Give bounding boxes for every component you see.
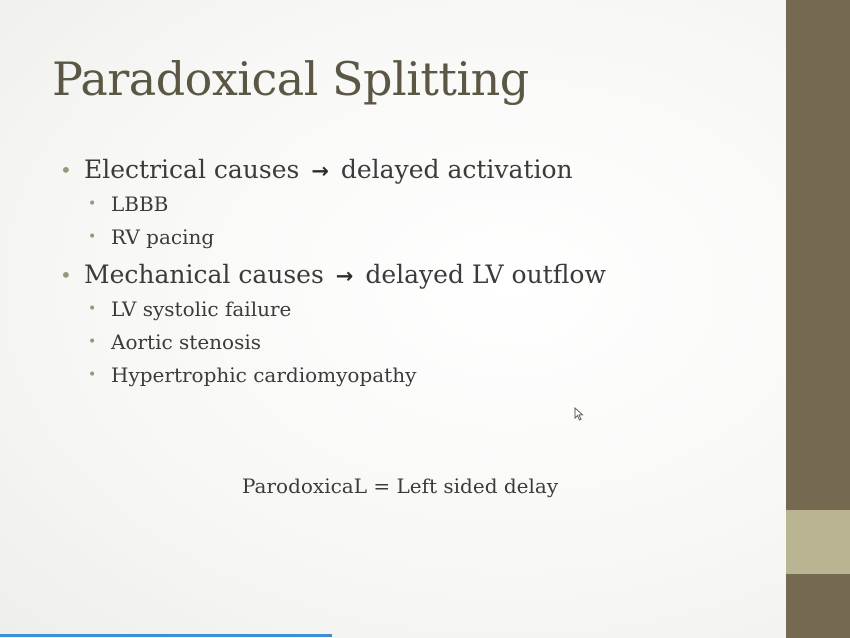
subbullet-lv-systolic-failure (58, 293, 758, 326)
bullet-dot-icon: • (60, 158, 72, 182)
bullet-mechanical-causes (58, 257, 758, 293)
subbullet-dot-icon: • (88, 367, 97, 383)
subbullet-dot-icon: • (88, 196, 97, 212)
decorative-sidebar-accent (786, 510, 850, 574)
subbullet-dot-icon: • (88, 334, 97, 350)
subbullet-lbbb (58, 188, 758, 221)
bullet-list (58, 152, 758, 392)
bullet-text-suffix: delayed activation (340, 155, 573, 184)
subbullet-aortic-stenosis (58, 326, 758, 359)
subbullet-text: RV pacing (111, 225, 215, 249)
slide-title: Paradoxical Splitting (52, 52, 529, 106)
subbullet-text: LV systolic failure (111, 297, 292, 321)
summary-note: ParodoxicaL = Left sided delay (242, 474, 559, 498)
bullet-text-prefix: Electrical causes (84, 155, 300, 184)
subbullet-hypertrophic-cardiomyopathy (58, 359, 758, 392)
mouse-cursor-icon (574, 407, 584, 421)
bullet-electrical-causes (58, 152, 758, 188)
subbullet-text: Aortic stenosis (111, 330, 262, 354)
bullet-text-suffix: delayed LV outflow (365, 260, 606, 289)
right-arrow-icon: → (335, 264, 354, 288)
bullet-dot-icon: • (60, 263, 72, 287)
subbullet-rv-pacing (58, 221, 758, 254)
bullet-text-prefix: Mechanical causes (84, 260, 324, 289)
subbullet-text: LBBB (111, 192, 169, 216)
subbullet-dot-icon: • (88, 229, 97, 245)
subbullet-text: Hypertrophic cardiomyopathy (111, 363, 417, 387)
right-arrow-icon: → (311, 159, 329, 183)
playback-progress-bar[interactable] (0, 634, 332, 637)
subbullet-dot-icon: • (88, 301, 97, 317)
